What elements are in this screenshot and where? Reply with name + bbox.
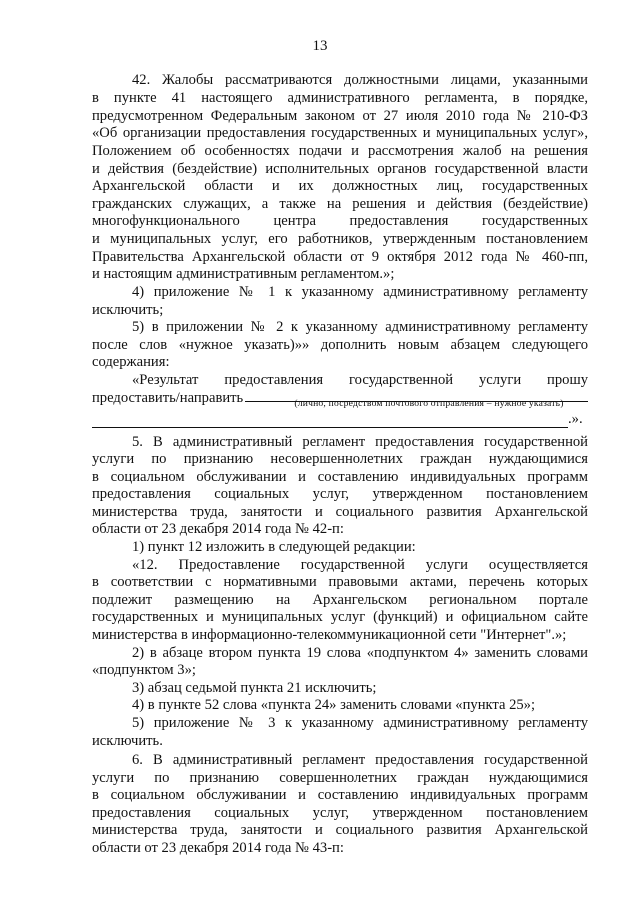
text-line: Положением об особенностях подачи и рассмотрения жалоб на решения [92, 143, 588, 159]
text-line: 4) приложение № 1 к указанному административному регламенту [132, 284, 588, 300]
text-line: гражданских служащих, а также на решения и действия (бездействие) [92, 196, 588, 212]
text-line: области от 23 декабря 2014 года № 42-п: [92, 521, 344, 537]
text-line: и действия (бездействие) исполнительных органов государственной власти [92, 161, 588, 177]
text-line: министерства труда, занятости и социального развития Архангельской [92, 822, 588, 838]
field-caption: (лично, посредством почтового отправления – нужное указать) [294, 398, 564, 409]
text-line: 5) приложение № 3 к указанному административному регламенту [132, 715, 588, 731]
text-line: и муниципальных услуг, его работников, утвержденным постановлением [92, 231, 588, 247]
text-line: государственных и муниципальных услуг (функций) и официальном сайте [92, 609, 588, 625]
page-number: 13 [312, 38, 328, 54]
text-line: Архангельской области и их должностных лиц, государственных [92, 178, 588, 194]
text-line: предоставить/направить [92, 390, 244, 406]
text-line: «Результат предоставления государственной услуги прошу [132, 372, 588, 388]
text-line: и настоящим административным регламентом.»; [92, 266, 395, 282]
text-line: в социальном обслуживании и составлению индивидуальных программ [92, 787, 588, 803]
text-line: 5) в приложении № 2 к указанному административному регламенту [132, 319, 588, 335]
text-line: области от 23 декабря 2014 года № 43-п: [92, 840, 344, 856]
text-line: 42. Жалобы рассматриваются должностными лицами, указанными [132, 72, 588, 88]
blank-underline [92, 415, 568, 428]
text-line: предусмотренном Федеральным законом от 27 июля 2010 года № 210-ФЗ [92, 108, 588, 124]
text-line: в пункте 41 настоящего административного регламента, в порядке, [92, 90, 588, 106]
text-line: в социальном обслуживании и составлению индивидуальных программ [92, 469, 588, 485]
text-line: предоставления социальных услуг, утвержденном постановлением [92, 805, 588, 821]
text-line: содержания: [92, 354, 170, 370]
text-line: 4) в пункте 52 слова «пункта 24» заменить словами «пункта 25»; [132, 697, 536, 713]
text-line: подлежит размещению на Архангельском региональном портале [92, 592, 588, 608]
text-line: министерства труда, занятости и социального развития Архангельской [92, 504, 588, 520]
text-line: исключить; [92, 302, 164, 318]
text-line: Правительства Архангельской области от 9 октября 2012 года № 460-пп, [92, 249, 588, 265]
text-line: исключить. [92, 733, 163, 749]
text-line: многофункционального центра предоставления государственных [92, 213, 588, 229]
text-line: услуги по признанию несовершеннолетних граждан нуждающимися [92, 451, 588, 467]
text-line: «Об организации предоставления государственных и муниципальных услуг», [92, 125, 588, 141]
text-line: 6. В административный регламент предоставления государственной [132, 752, 588, 768]
text-line: после слов «нужное указать)»» дополнить новым абзацем следующего [92, 337, 588, 353]
text-line: «подпунктом 3»; [92, 662, 196, 678]
text-line: услуги по признанию совершеннолетних граждан нуждающимися [92, 770, 588, 786]
text-line: «12. Предоставление государственной услуги осуществляется [132, 557, 588, 573]
text-line: 2) в абзаце втором пункта 19 слова «подпунктом 4» заменить словами [132, 645, 588, 661]
text-line: предоставления социальных услуг, утвержденном постановлением [92, 486, 588, 502]
text-line: в соответствии с нормативными правовыми актами, перечень которых [92, 574, 588, 590]
text-line: министерства в информационно-телекоммуникационной сети "Интернет".»; [92, 627, 567, 643]
text-line: .». [568, 411, 583, 427]
text-line: 1) пункт 12 изложить в следующей редакции: [132, 539, 416, 555]
text-line: 3) абзац седьмой пункта 21 исключить; [132, 680, 377, 696]
text-line: 5. В административный регламент предоставления государственной [132, 434, 588, 450]
